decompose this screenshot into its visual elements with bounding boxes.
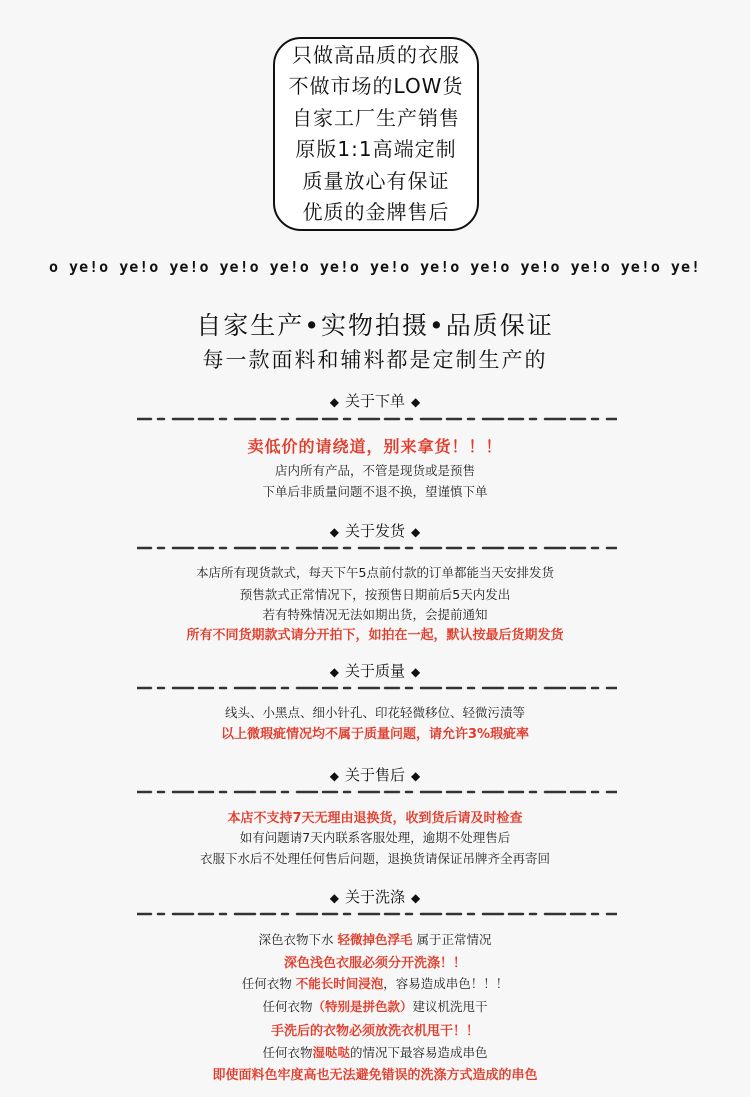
dashed-divider [137,545,617,551]
diamond-icon: ◆ [329,395,339,409]
headline: 自家生产•实物拍摄•品质保证 [196,311,554,340]
dashed-divider [137,911,617,917]
dashed-divider [137,416,617,422]
diamond-icon: ◆ [329,525,339,539]
diamond-icon: ◆ [411,395,421,409]
washing-line-3: 任何衣物 不能长时间浸泡，容易造成串色！！！ [241,976,509,991]
slogan-line: 只做高品质的衣服 [292,42,460,67]
diamond-icon: ◆ [411,891,421,905]
diamond-icon: ◆ [329,769,339,783]
section-title-quality: ◆ 关于质量 ◆ [329,662,421,680]
order-warning: 卖低价的请绕道，别来拿货！！！ [247,437,503,456]
section-title-washing: ◆ 关于洗涤 ◆ [329,888,421,906]
aftersale-warning: 本店不支持7天无理由退换货，收到货后请及时检查 [227,811,523,826]
washing-line-2: 深色浅色衣服必须分开洗涤！！ [283,956,466,971]
dashed-divider [137,789,617,795]
slogan-line: 质量放心有保证 [302,168,450,193]
washing-line-7: 即使面料色牢度高也无法避免错误的洗涤方式造成的串色 [212,1068,538,1083]
diamond-icon: ◆ [411,769,421,783]
slogan-box [273,37,479,231]
washing-line-5: 手洗后的衣物必须放洗衣机甩干！！ [270,1024,479,1039]
aftersale-line: 如有问题请7天内联系客服处理，逾期不处理售后 [239,830,511,845]
aftersale-line: 衣服下水后不处理任何售后问题，退换货请保证吊牌齐全再寄回 [199,851,550,866]
order-line: 下单后非质量问题不退不换，望谨慎下单 [262,484,488,499]
washing-line-1: 深色衣物下水 轻微掉色浮毛 属于正常情况 [258,932,492,947]
shipping-line: 若有特殊情况无法如期出货，会提前通知 [262,607,488,622]
section-title-shipping: ◆ 关于发货 ◆ [329,522,421,540]
quality-line: 线头、小黑点、细小针孔、印花轻微移位、轻微污渍等 [224,705,525,720]
shipping-line: 预售款式正常情况下，按预售日期前后5天内发出 [239,587,511,602]
order-line: 店内所有产品，不管是现货或是预售 [274,463,475,478]
diamond-icon: ◆ [411,525,421,539]
slogan-line: 优质的金牌售后 [302,200,450,224]
slogan-line: 自家工厂生产销售 [292,105,460,130]
slogan-line: 不做市场的LOW货 [288,74,464,98]
ticker-text: o ye!o ye!o ye!o ye!o ye!o ye!o ye!o ye!o ye!o ye!o ye!o ye!o ye! [49,258,701,276]
diamond-icon: ◆ [329,891,339,905]
subheadline: 每一款面料和辅料都是定制生产的 [202,348,548,372]
section-title-order: ◆ 关于下单 ◆ [329,392,421,410]
washing-line-6: 任何衣物湿哒哒的情况下最容易造成串色 [262,1045,488,1060]
diamond-icon: ◆ [411,665,421,679]
diamond-icon: ◆ [329,665,339,679]
slogan-line: 原版1:1高端定制 [295,137,457,161]
shipping-warning: 所有不同货期款式请分开拍下，如拍在一起，默认按最后货期发货 [186,628,564,643]
section-title-aftersale: ◆ 关于售后 ◆ [329,766,421,784]
shipping-line: 本店所有现货款式，每天下午5点前付款的订单都能当天安排发货 [196,565,554,580]
quality-warning: 以上微瑕疵情况均不属于质量问题，请允许3%瑕疵率 [220,727,530,742]
washing-line-4: 任何衣物（特别是拼色款）建议机洗甩干 [262,999,488,1014]
dashed-divider [137,685,617,691]
